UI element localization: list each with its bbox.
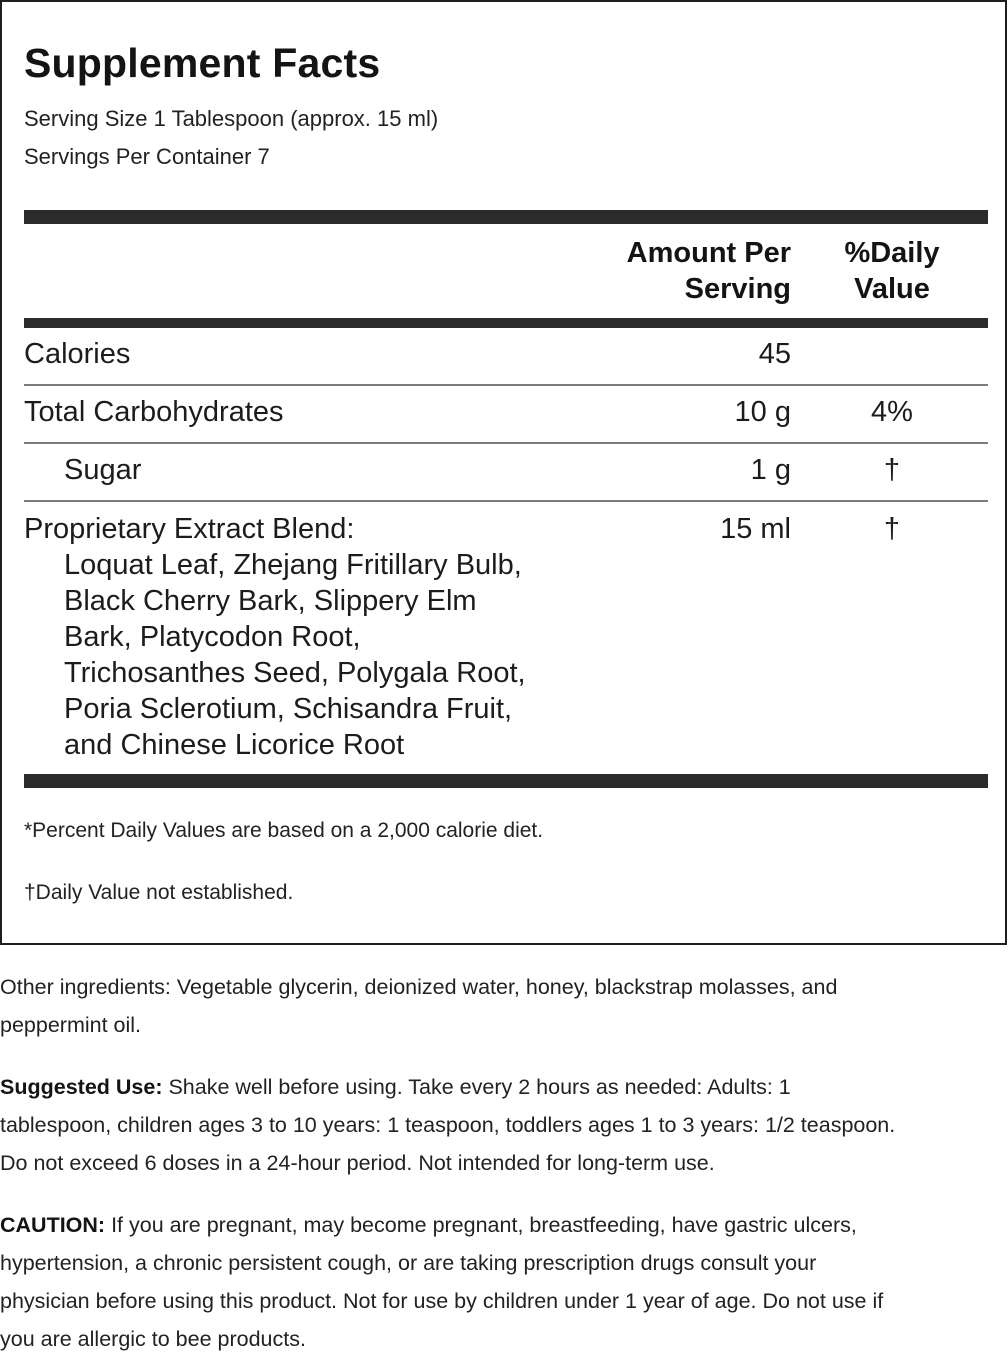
caution-label: CAUTION: <box>0 1213 106 1237</box>
header-dv-line2: Value <box>854 273 930 305</box>
other-ingredients-line: peppermint oil. <box>0 1013 142 1037</box>
suggested-use-line <box>0 1068 1008 1106</box>
thick-divider-bottom <box>24 774 988 788</box>
row-name: Calories <box>24 338 131 370</box>
caution-line: you are allergic to bee products. <box>0 1327 306 1351</box>
row-amount: 15 ml <box>720 513 791 545</box>
thick-divider-top <box>24 210 988 224</box>
header-amount-per-serving <box>551 235 791 307</box>
servings-per-container: Servings Per Container 7 <box>24 144 270 169</box>
header-amount-line1: Amount Per <box>626 237 791 269</box>
footnote-dv-not-established: †Daily Value not established. <box>24 881 294 904</box>
header-daily-value <box>822 235 962 307</box>
blend-line: Poria Sclerotium, Schisandra Fruit, <box>64 693 513 725</box>
row-name: Proprietary Extract Blend: <box>24 513 355 545</box>
thick-divider-header <box>24 318 988 328</box>
row-dv: † <box>883 513 901 545</box>
row-divider <box>24 442 988 444</box>
header-dv-line1: %Daily <box>844 237 940 269</box>
row-divider <box>24 384 988 386</box>
row-amount: 1 g <box>750 454 791 486</box>
suggested-use-label: Suggested Use: <box>0 1075 163 1099</box>
other-ingredients-line: Other ingredients: Vegetable glycerin, deionized water, honey, blackstrap molasses, and <box>0 975 838 999</box>
caution-line <box>0 1206 1008 1244</box>
caution-line: hypertension, a chronic persistent cough, or are taking prescription drugs consult your <box>0 1251 817 1275</box>
caution-text: If you are pregnant, may become pregnant, breastfeeding, have gastric ulcers, <box>105 1213 857 1237</box>
caution-statement <box>0 1206 1008 1358</box>
row-dv: 4% <box>871 396 913 428</box>
row-name: Sugar <box>64 454 142 486</box>
suggested-use <box>0 1068 1008 1182</box>
blend-ingredient-list <box>64 547 584 763</box>
blend-line: Black Cherry Bark, Slippery Elm <box>64 585 477 617</box>
blend-line: Trichosanthes Seed, Polygala Root, <box>64 657 526 689</box>
suggested-use-text: Shake well before using. Take every 2 hours as needed: Adults: 1 <box>162 1075 791 1099</box>
panel-title: Supplement Facts <box>24 40 381 86</box>
row-dv: † <box>883 454 901 486</box>
blend-line: and Chinese Licorice Root <box>64 729 405 761</box>
header-amount-line2: Serving <box>684 273 791 305</box>
footnote-percent-dv: *Percent Daily Values are based on a 2,000 calorie diet. <box>24 819 544 842</box>
blend-line: Loquat Leaf, Zhejang Fritillary Bulb, <box>64 549 522 581</box>
row-divider <box>24 500 988 502</box>
other-ingredients <box>0 968 1008 1044</box>
suggested-use-line: Do not exceed 6 doses in a 24-hour period. Not intended for long-term use. <box>0 1151 715 1175</box>
blend-line: Bark, Platycodon Root, <box>64 621 361 653</box>
row-amount: 10 g <box>734 396 791 428</box>
caution-line: physician before using this product. Not for use by children under 1 year of age. Do not use if <box>0 1289 884 1313</box>
row-amount: 45 <box>758 338 791 370</box>
row-name: Total Carbohydrates <box>24 396 284 428</box>
serving-size: Serving Size 1 Tablespoon (approx. 15 ml) <box>24 106 439 131</box>
suggested-use-line: tablespoon, children ages 3 to 10 years: 1 teaspoon, toddlers ages 1 to 3 years: 1/2 teaspoon. <box>0 1113 896 1137</box>
